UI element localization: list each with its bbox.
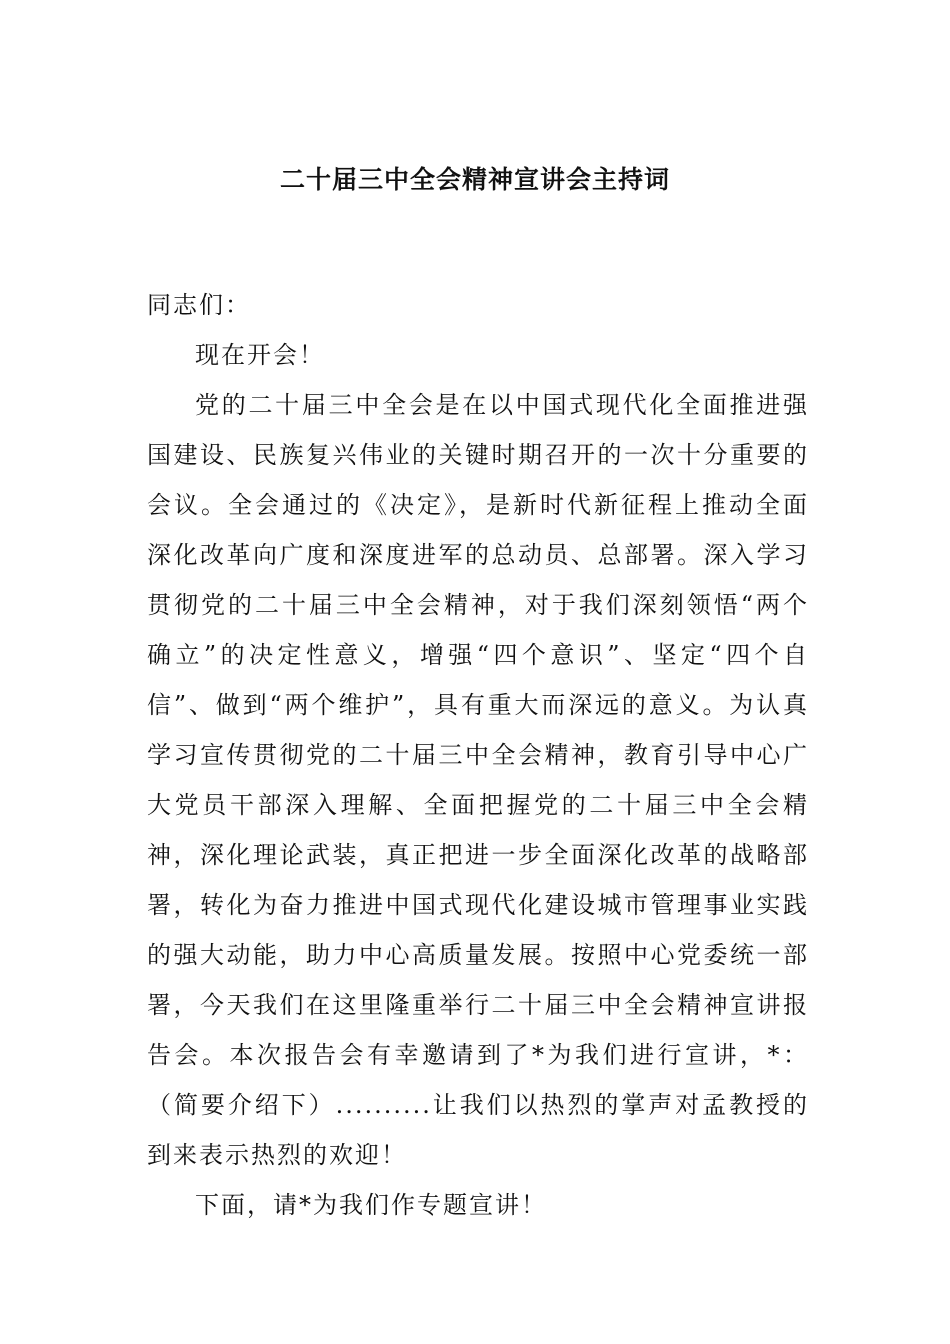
paragraph-opening: 现在开会！: [195, 341, 325, 369]
document-title: 二十届三中全会精神宣讲会主持词: [279, 165, 670, 194]
paragraph-main: 党的二十届三中全会是在以中国式现代化全面推进强国建设、民族复兴伟业的关键时期召开的一次十分重要的会议。全会通过的《决定》，是新时代新征程上推动全面深化改革向广度和深度进军的总动员、总部署。深入学习贯彻党的二十届三中全会精神，对于我们深刻领悟“两个确立”的决定性意义，增强“四个意识”、坚定“四个自信”、做到“两个维护”，具有重大而深远的意义。为认真学习宣传贯彻党的二十届三中全会精神，教育引导中心广大党员干部深入理解、全面把握党的二十届三中全会精神，深化理论武装，真正把进一步全面深化改革的战略部署，转化为奋力推进中国式现代化建设城市管理事业实践的强大动能，助力中心高质量发展。按照中心党委统一部署，今天我们在这里隆重举行二十届三中全会精神宣讲报告会。本次报告会有幸邀请到了*为我们进行宣讲，*：（简要介绍下）..........让我们以热烈的掌声对孟教授的到来表示热烈的欢迎！: [147, 391, 809, 1169]
paragraph-closing: 下面，请*为我们作专题宣讲！: [195, 1191, 547, 1219]
salutation: 同志们：: [147, 291, 251, 319]
document-body: [147, 280, 809, 1230]
